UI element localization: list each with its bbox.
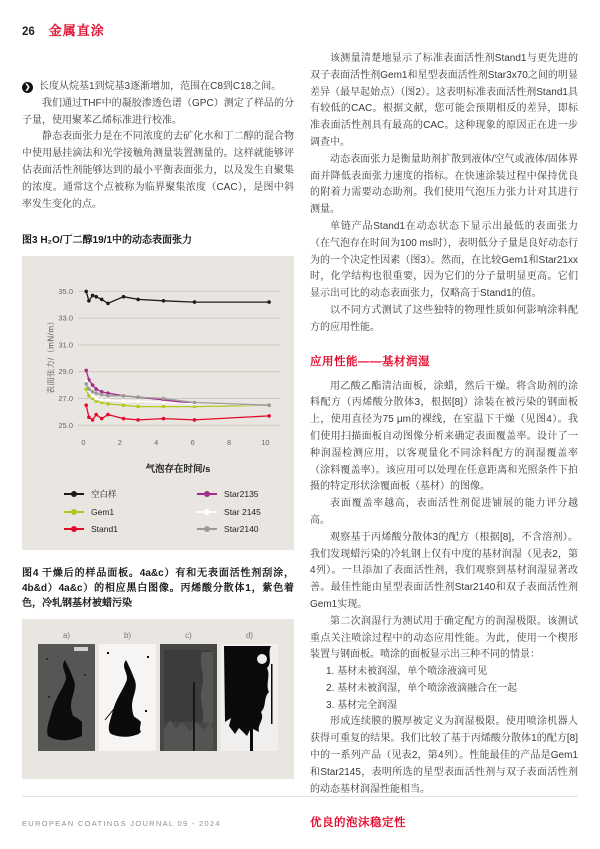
sample-panel-a-image [38, 644, 95, 751]
paragraph: 单链产品Stand1在动态状态下显示出最低的表面张力（在气泡存在时间为100 ms时），表明低分子量是良好动态行为的一个决定性因素（图3）。然而，在比较Gem1和Star21xx时，化学结构也很重要，因为它们的分子量明显更高。它们显示出可比的动态表面张力，仅略高于Stand1的值。 [310, 220, 578, 300]
y-axis-label: 表面张力/（mN/m） [46, 317, 56, 395]
legend-marker [197, 511, 217, 513]
legend-marker [64, 493, 84, 495]
paragraph: 第二次润湿行为测试用于确定配方的润湿极限。该测试重点关注喷涂过程中的动态应用性能。为此，使用一个楔形装置与钢面板。喷涂的面板显示出三种不同的情景： [310, 615, 578, 661]
paragraph: 表面覆盖率越高，表面活性剂促进铺展的能力评分越高。 [310, 498, 578, 526]
legend-label: Star 2145 [224, 507, 261, 518]
paragraph: 以不同方式测试了这些独特的物理性质如何影响涂料配方的应用性能。 [310, 304, 578, 333]
figure4-caption: 图4 干燥后的样品面板。4a&c）有和无表面活性剂刮涂，4b&d）4a&c）的相应黑白图像。丙烯酸分散体1，紫色着色，冷轧钢基材被蜡污染 [22, 568, 294, 610]
svg-text:8: 8 [226, 438, 232, 448]
panel-label-d: d) [245, 631, 254, 641]
legend-marker [64, 528, 84, 530]
svg-text:6: 6 [190, 438, 195, 448]
svg-text:2: 2 [117, 438, 122, 448]
scenario-list-item: 2. 基材未被润湿，单个喷涂液滴融合在一起 [326, 682, 518, 694]
svg-text:4: 4 [154, 438, 159, 448]
paragraph: 形成连续膜的膜厚被定义为润湿极限。使用喷涂机器人获得可重复的结果。我们比较了基于丙烯酸分散体1的配方[8]中的一系列产品（见表2，第4列）。性能最佳的产品是Gem1和Star2145，表明所选的星型表面活性剂与双子表面活性剂的动态基材润湿性能相当。 [310, 716, 578, 795]
figure4-image-panel [22, 619, 294, 779]
heading-application-performance: 应用性能——基材润湿 [310, 355, 430, 368]
legend-item [64, 488, 145, 500]
paragraph: 静态表面张力是在不同浓度的去矿化水和丁二醇的混合物中使用悬挂滴法和光学接触角测量装置测量的。这样就能够评估表面活性剂能够达到的最小平衡表面张力，以及发生自聚集的浓度。通常这个点被称为临界聚集浓度（CAC），是图中斜率发生变化的点。 [22, 131, 294, 210]
panel-label-c: c) [185, 631, 192, 641]
bullet-paragraph: 长度从烷基1到烷基3逐渐增加，范围在C8到C18之间。 [39, 81, 282, 92]
svg-text:29.0: 29.0 [58, 367, 73, 377]
legend-label: 空白样 [91, 489, 117, 500]
paragraph: 用乙酸乙酯清洁面板，涂蜡，然后干燥。将含助剂的涂料配方（丙烯酸分散体3，根据[8]）涂装在被污染的钢面板上，使用直径为75 μm的裸线，在室温下干燥（见图4）。我们使用扫描面板自动图像分析来确定表面覆盖率。设计了一种润湿检测应用，以客观量化不同涂料配方的润湿覆盖率（涂料覆盖率）。该应用可以处理在任意距离和光照条件下拍摄的特定形状涂覆面板（基材）的图像。 [310, 380, 578, 493]
legend-label: Star2140 [224, 524, 259, 535]
arrow-bullet-icon: ❯ [22, 82, 33, 93]
svg-text:33.0: 33.0 [58, 314, 73, 324]
svg-text:27.0: 27.0 [58, 394, 73, 404]
legend-label: Gem1 [91, 507, 115, 518]
figure3-chart [22, 256, 294, 550]
svg-text:0: 0 [81, 438, 86, 448]
heading-foam-stability: 优良的泡沫稳定性 [310, 817, 406, 830]
bullet-paragraph-block [22, 79, 294, 96]
page-footer [22, 796, 578, 831]
panel-labels-row [22, 631, 294, 640]
legend-item [64, 524, 145, 534]
legend-label: Star2135 [224, 489, 259, 500]
sample-panel-b-image [99, 644, 156, 751]
legend-marker [197, 528, 217, 530]
footer-journal-text: EUROPEAN COATINGS JOURNAL 09 - 2024 [22, 819, 221, 828]
svg-text:10: 10 [261, 438, 270, 448]
x-axis-label: 气泡存在时间/s [145, 464, 211, 476]
panel-label-a: a) [62, 631, 71, 641]
figure3-caption: 图3 H₂O/丁二醇19/1中的动态表面张力 [22, 235, 193, 247]
legend-marker [197, 493, 217, 495]
legend-item [64, 507, 145, 517]
legend-label: Stand1 [91, 524, 118, 535]
page-header [22, 20, 578, 39]
panel-label-b: b) [123, 631, 132, 641]
svg-text:31.0: 31.0 [58, 340, 73, 350]
paragraph: 观察基于丙烯酸分散体3的配方（根据[8]，不含溶剂）。我们发现蜡污染的冷轧钢上仅有中度的基材润湿（见表2，第4列）。一旦添加了表面活性剂，我们观察到基材润湿显著改善。最佳性能由星型表面活性剂Star2140和双子表面活性剂Gem1实现。 [310, 531, 578, 610]
sample-panel-d-image [221, 644, 278, 751]
scenario-list-item: 3. 基材完全润湿 [326, 699, 398, 711]
svg-text:35.0: 35.0 [58, 287, 73, 297]
paragraph: 动态表面张力是衡量助剂扩散到液体/空气或液体/固体界面并降低表面张力速度的指标。在快速涂装过程中保持优良的附着力需要动态助剂。我们使用气泡压力张力计对其进行测量。 [310, 153, 578, 216]
scenario-list-item: 1. 基材未被润湿，单个喷涂液滴可见 [326, 666, 488, 678]
section-title: 金属直涂 [48, 23, 105, 38]
left-column [22, 49, 294, 840]
legend-marker [64, 511, 84, 513]
legend-item [197, 507, 288, 517]
page-number: 26 [22, 26, 35, 38]
right-column [310, 49, 578, 840]
chart-legend [64, 488, 288, 534]
line-chart-svg [38, 272, 290, 456]
figure3-plot-area [38, 272, 288, 461]
svg-text:25.0: 25.0 [58, 421, 73, 431]
legend-item [197, 488, 288, 500]
paragraph: 该测量清楚地显示了标准表面活性剂Stand1与更先进的双子表面活性剂Gem1和星型表面活性剂Star3x70之间的明显差异（最早起始点）（图2）。这表明标准表面活性剂Stand1具有较低的CAC。根据文献，您可能会预期相反的差异，即标准表面活性剂具有最高的CAC。这种现象的原因正在进一步调查中。 [310, 53, 578, 148]
content-columns [22, 49, 578, 840]
sample-panels-row [22, 644, 294, 751]
paragraph: 我们通过THF中的凝胶渗透色谱（GPC）测定了样品的分子量，使用聚苯乙烯标准进行校准。 [22, 97, 294, 126]
legend-item [197, 524, 288, 534]
sample-panel-c-image [160, 644, 217, 751]
